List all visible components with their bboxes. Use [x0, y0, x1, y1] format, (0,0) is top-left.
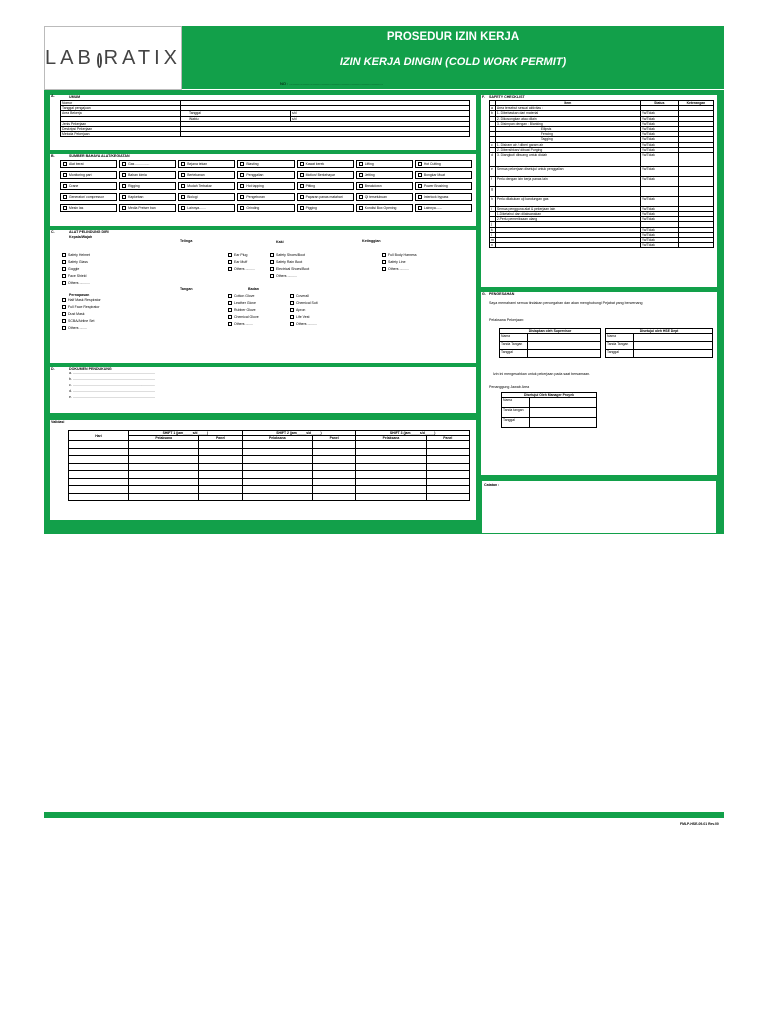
section-b: B. SUMBER BAHAYA ALAT/KEGIATAN Alat berat Gas ............... Bejana tekan Blasting Kawat kerek Lifting Hot Cutting Monitoring part Bahan kimia Bertekanan Penggalian Motion/ Berkehayar Jetting Bongkar Muat Crane Rigging Mudah Terbakar Hot tapping Pitting Breakdown Power Brushing Generator/ compressor Kapkeban Biologi Pengeboran Paparan panas matahari QI terselubuan Interlock bypass Mesin las Media Preiser ban Lainnya....... Grinding Pigging Kondisi Box Opening Lainnya.......	[50, 154, 476, 226]
checkbox[interactable]	[290, 301, 294, 305]
hse-table: Disetujui oleh HSE Dept Nama Tanda Tangan Tanggal	[605, 328, 713, 358]
approval-note-2: Izin ini mengesahkan untuk pekerjaan pada saat bersamaan.	[493, 372, 591, 376]
ketinggian-heading: Ketinggian	[362, 239, 381, 243]
hazard-item[interactable]: Bahan kimia	[119, 171, 176, 179]
hazard-item[interactable]: Monitoring part	[60, 171, 117, 179]
checkbox[interactable]	[62, 274, 66, 278]
penanggung-label: Penanggung Jawab Area	[489, 385, 530, 389]
checkbox[interactable]	[181, 173, 185, 177]
checkbox[interactable]	[359, 206, 363, 210]
logo: LAB RATIX	[44, 26, 182, 90]
pernapasan-heading: Pernapasan	[69, 293, 90, 297]
document-line[interactable]: c. ..................................................................................	[69, 383, 155, 387]
checkbox[interactable]	[63, 195, 67, 199]
section-b-title: SUMBER BAHAYA ALAT/KEGIATAN	[69, 154, 130, 158]
document-line[interactable]: b. ..................................................................................	[69, 377, 155, 381]
section-f: F. SAFETY CHECKLIST Item Status Keterangan a Area tersebut sesuai aktivitas : b 1. Dibebaskan dari material Ya/Tidak 2. Dikosongkan atau dilain Ya/Tidak 3. Disimpan dengan : Blanking Ya/Tidak Ellipsis Ya/Tidak Fencing Ya/Tidak Tagging Ya/Tidak c 1. Disiram air / diberi garam air Ya/Tidak 2. Dibersihkan/ dibuat Purging Ya/Tidak d 3. Diangkut/ dibuang untuk diolah Ya/Tidak e Semua pekerjaan disetujui untuk penggalian Ya/Tidak f Perlu dengan izin kerja panas lain Ya/Tidak g h Perlu dilakukan uji kandungan gas Ya/Tidak i Semua pengguna alat & pekerjaan lain Ya/Tidak 1.Diketahui dan dilaksanakan Ya/Tidak 2.Perlu pemeriksaan ulang Ya/Tidak j k Ya/Tidak l Ya/Tidak m Ya/Tidak n Ya/Tidak	[481, 95, 717, 287]
permit-number: NO : ....................................................................................	[280, 81, 383, 86]
checkbox[interactable]	[240, 206, 244, 210]
checkbox[interactable]	[63, 162, 67, 166]
general-table: Nomor Tanggal pengajuan Area Bekerja Tanggal s/d Waktu s/d Jenis Pekerjaan Deskripsi Pekerjaan Metoda Pekerjaan	[60, 100, 470, 137]
hazard-item[interactable]: Bertekanan	[178, 171, 235, 179]
checkbox[interactable]	[228, 294, 232, 298]
hazard-item[interactable]: Media Preiser ban	[119, 204, 176, 212]
checkbox[interactable]	[300, 195, 304, 199]
checkbox[interactable]	[418, 184, 422, 188]
approval-note: Saya memahami semua tindakan pencegahan dan akan menghubungi Pejabat yang berwenang	[489, 301, 643, 305]
section-d-title: DOKUMEN PENDUKUNG	[69, 367, 112, 371]
checkbox[interactable]	[359, 173, 363, 177]
section-g: G. PENGESAHAN Saya memahami semua tindakan pencegahan dan akan menghubungi Pejabat yang berwenang Pelaksana Pekerjaan: Disiapkan oleh Supervisor Nama Tanda Tangan Tanggal Disetujui oleh HSE Dept Nama Tanda Tangan Tanggal Izin ini mengesahkan untuk pekerjaan pada saat bersamaan. Penanggung Jawab Area Disetujui Oleh Manager Proyek Nama Tanda tangan Tanggal	[481, 292, 717, 475]
checkbox[interactable]	[122, 162, 126, 166]
section-f-title: SAFETY CHECKLIST	[489, 95, 525, 99]
checkbox[interactable]	[228, 253, 232, 257]
hazard-item[interactable]: Alat berat	[60, 160, 117, 168]
hazard-item[interactable]: Kapkeban	[119, 193, 176, 201]
checkbox[interactable]	[382, 260, 386, 264]
document-line[interactable]: e. ..................................................................................	[69, 395, 155, 399]
pelaksana-label: Pelaksana Pekerjaan:	[489, 318, 524, 322]
section-d: D. DOKUMEN PENDUKUNG a. .................................................................................. b. .................................................................................. c. .................................................................................. d. .................................................................................. e. ..................................................................................	[50, 367, 476, 413]
supervisor-table: Disiapkan oleh Supervisor Nama Tanda Tangan Tanggal	[499, 328, 601, 358]
page-subtitle: IZIN KERJA DINGIN (COLD WORK PERMIT)	[182, 49, 724, 89]
checkbox[interactable]	[62, 260, 66, 264]
checkbox[interactable]	[228, 322, 232, 326]
checkbox[interactable]	[63, 206, 67, 210]
checkbox[interactable]	[228, 301, 232, 305]
hazard-item[interactable]: Pigging	[297, 204, 354, 212]
section-e	[50, 420, 476, 520]
notes-box[interactable]	[481, 480, 717, 534]
tangan-heading: Tangan	[180, 287, 193, 291]
notes-label: Catatan :	[484, 483, 500, 487]
hazard-item[interactable]: Grinding	[237, 204, 294, 212]
manager-table: Disetujui Oleh Manager Proyek Nama Tanda tangan Tanggal	[501, 392, 597, 428]
checkbox[interactable]	[122, 206, 126, 210]
hazard-item[interactable]: Jetting	[356, 171, 413, 179]
hazard-item[interactable]: Gas ...............	[119, 160, 176, 168]
hazard-item[interactable]: Bongkar Muat	[415, 171, 472, 179]
checkbox[interactable]	[240, 184, 244, 188]
checkbox[interactable]	[240, 195, 244, 199]
checkbox[interactable]	[382, 253, 386, 257]
flask-icon	[97, 53, 102, 68]
checkbox[interactable]	[62, 298, 66, 302]
checkbox[interactable]	[270, 253, 274, 257]
checkbox[interactable]	[228, 267, 232, 271]
hazard-item[interactable]: Hot tapping	[237, 182, 294, 190]
checkbox[interactable]	[270, 267, 274, 271]
hazard-grid	[60, 160, 472, 212]
section-e-title: Validasi	[51, 420, 65, 424]
checkbox[interactable]	[270, 260, 274, 264]
page-title: PROSEDUR IZIN KERJA	[182, 26, 724, 49]
hazard-item[interactable]: Kondisi Box Opening	[356, 204, 413, 212]
checkbox[interactable]	[62, 267, 66, 271]
section-c: C. ALAT PELINDUNG DIRI Kepala/Wajah Safety Helmet Safety Glass Goggle Face Shield Others ........... Telinga Ear Plug Ear Muff Others .......... Kaki Safety Shoes/Boot Safety Rain Boot Electrical Shoes/Boot Others .......... Ketinggian Full Body Harness Safety Line Others .......... Pernapasan Half Mask Respirator Full Face Respirator Dust Mask SCBA/Airline Set Others ........ Tangan Cotton Glove Leather Glove Rubber Glove Chemical Glove Others ........ Badan Coverall Chemical Suit Apron Life Vest Others ..........	[50, 230, 476, 363]
checkbox[interactable]	[228, 315, 232, 319]
checkbox[interactable]	[181, 195, 185, 199]
checkbox[interactable]	[270, 274, 274, 278]
checkbox[interactable]	[181, 184, 185, 188]
checkbox[interactable]	[240, 162, 244, 166]
section-c-title: ALAT PELINDUNG DIRI	[69, 230, 109, 234]
hazard-item[interactable]: Power Brushing	[415, 182, 472, 190]
footer-bar	[44, 812, 724, 818]
hazard-item[interactable]: Lainnya.......	[415, 204, 472, 212]
checkbox[interactable]	[300, 162, 304, 166]
checkbox[interactable]	[290, 322, 294, 326]
hazard-item[interactable]: Biologi	[178, 193, 235, 201]
checkbox[interactable]	[228, 260, 232, 264]
checkbox[interactable]	[382, 267, 386, 271]
checkbox[interactable]	[418, 162, 422, 166]
hazard-item[interactable]: Mesin las	[60, 204, 117, 212]
checkbox[interactable]	[62, 253, 66, 257]
hazard-item[interactable]: Lainnya.......	[178, 204, 235, 212]
document-line[interactable]: a. ..................................................................................	[69, 371, 155, 375]
validation-table: Hari SHIFT 1 (jam_____s/d_____) SHIFT 2 (jam_____s/d_____) SHIFT 3 (jam_____s/d_____) Pelaksana Panel Pelaksana Panel Pelaksana Panel	[68, 430, 470, 501]
hazard-item[interactable]: Crane	[60, 182, 117, 190]
checkbox[interactable]	[359, 195, 363, 199]
checkbox[interactable]	[122, 173, 126, 177]
safety-checklist-table: Item Status Keterangan a Area tersebut sesuai aktivitas : b 1. Dibebaskan dari material Ya/Tidak 2. Dikosongkan atau dilain Ya/Tidak 3. Disimpan dengan : Blanking Ya/Tidak Ellipsis Ya/Tidak Fencing Ya/Tidak Tagging Ya/Tidak c 1. Disiram air / diberi garam air Ya/Tidak 2. Dibersihkan/ dibuat Purging Ya/Tidak d 3. Diangkut/ dibuang untuk diolah Ya/Tidak e Semua pekerjaan disetujui untuk penggalian Ya/Tidak f Perlu dengan izin kerja panas lain Ya/Tidak g h Perlu dilakukan uji kandungan gas Ya/Tidak i Semua pengguna alat & pekerjaan lain Ya/Tidak 1.Diketahui dan dilaksanakan Ya/Tidak 2.Perlu pemeriksaan ulang Ya/Tidak j k Ya/Tidak l Ya/Tidak m Ya/Tidak n Ya/Tidak	[489, 100, 714, 248]
checkbox[interactable]	[63, 173, 67, 177]
hazard-item[interactable]: Pengeboran	[237, 193, 294, 201]
checkbox[interactable]	[228, 308, 232, 312]
hazard-item[interactable]: Penggalian	[237, 171, 294, 179]
checkbox[interactable]	[418, 206, 422, 210]
hazard-item[interactable]: Paparan panas matahari	[297, 193, 354, 201]
badan-heading: Badan	[248, 287, 259, 291]
checkbox[interactable]	[359, 184, 363, 188]
checkbox[interactable]	[181, 162, 185, 166]
hazard-item[interactable]: Blasting	[237, 160, 294, 168]
checkbox[interactable]	[62, 312, 66, 316]
hazard-item[interactable]: Breakdown	[356, 182, 413, 190]
document-line[interactable]: d. ..................................................................................	[69, 389, 155, 393]
checkbox[interactable]	[181, 206, 185, 210]
hazard-item[interactable]: Kawat kerek	[297, 160, 354, 168]
checkbox[interactable]	[359, 162, 363, 166]
hazard-item[interactable]: Bejana tekan	[178, 160, 235, 168]
section-g-title: PENGESAHAN	[489, 292, 515, 296]
checkbox[interactable]	[418, 195, 422, 199]
checkbox[interactable]	[290, 294, 294, 298]
hazard-item[interactable]: Hot Cutting	[415, 160, 472, 168]
checkbox[interactable]	[418, 173, 422, 177]
checkbox[interactable]	[122, 184, 126, 188]
checkbox[interactable]	[240, 173, 244, 177]
checkbox[interactable]	[290, 315, 294, 319]
checkbox[interactable]	[300, 173, 304, 177]
checkbox[interactable]	[62, 281, 66, 285]
telinga-heading: Telinga	[180, 239, 193, 243]
section-a-title: UMUM	[69, 95, 81, 99]
hazard-item[interactable]: Pitting	[297, 182, 354, 190]
hazard-item[interactable]: Interlock bypass	[415, 193, 472, 201]
hazard-item[interactable]: Generator/ compressor	[60, 193, 117, 201]
kaki-heading: Kaki	[276, 240, 284, 244]
kepala-heading: Kepala/Wajah	[69, 235, 93, 239]
checkbox[interactable]	[63, 184, 67, 188]
hazard-item[interactable]: Mudah Terbakar	[178, 182, 235, 190]
checkbox[interactable]	[62, 305, 66, 309]
section-a: A. UMUM Nomor Tanggal pengajuan Area Bekerja Tanggal s/d Waktu s/d Jenis Pekerjaan Deskripsi Pekerjaan Metoda Pekerjaan	[50, 95, 476, 150]
checkbox[interactable]	[290, 308, 294, 312]
checkbox[interactable]	[62, 319, 66, 323]
hazard-item[interactable]: Rigging	[119, 182, 176, 190]
checkbox[interactable]	[62, 326, 66, 330]
form-code: FMLP-HSE-09-01 Rev.00	[680, 822, 719, 826]
checkbox[interactable]	[300, 184, 304, 188]
checkbox[interactable]	[300, 206, 304, 210]
checkbox[interactable]	[122, 195, 126, 199]
hazard-item[interactable]: QI terselubuan	[356, 193, 413, 201]
hazard-item[interactable]: Lifting	[356, 160, 413, 168]
hazard-item[interactable]: Motion/ Berkehayar	[297, 171, 354, 179]
